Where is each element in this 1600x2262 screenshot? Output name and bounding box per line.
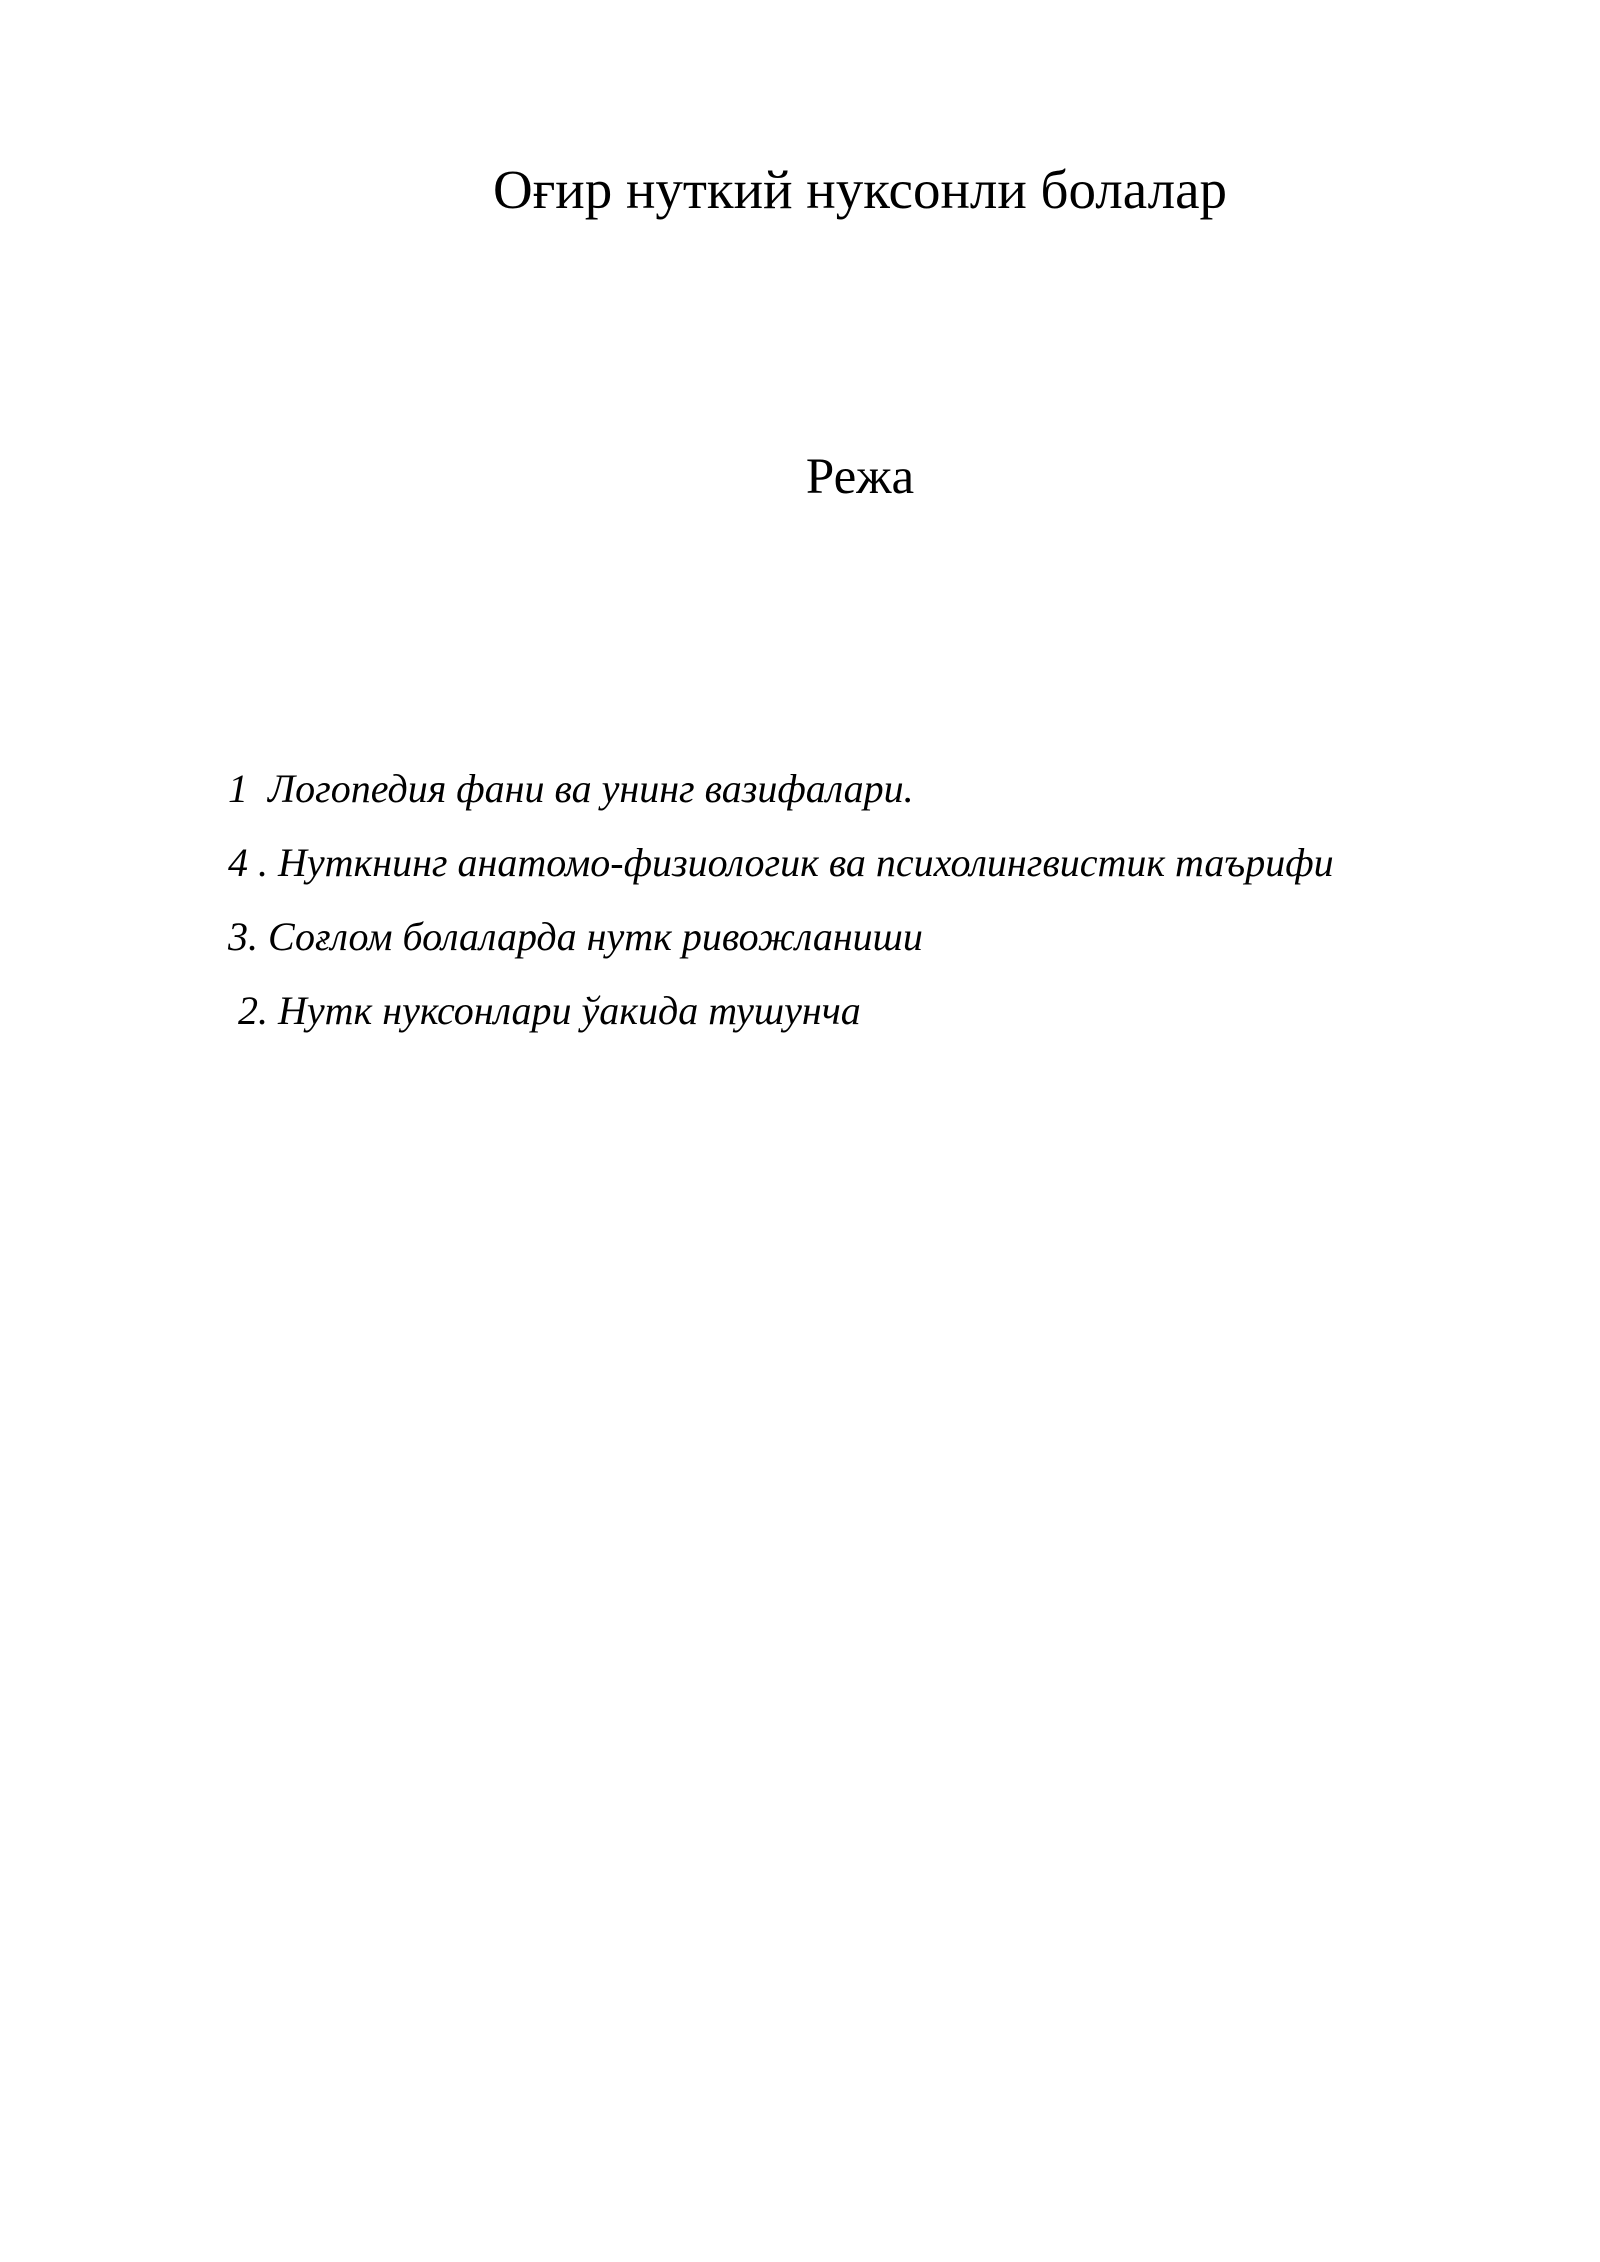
- plan-list: [228, 752, 1334, 1048]
- plan-item: 3. Соғлом болаларда нутк ривожланиши: [228, 914, 923, 959]
- plan-item: 2. Нутк нуксонлари ўакида тушунча: [228, 988, 861, 1033]
- plan-item: 1 Логопедия фани ва унинг вазифалари.: [228, 766, 914, 811]
- plan-item: 4 . Нуткнинг анатомо-физиологик ва психолингвистик таърифи: [228, 840, 1334, 885]
- plan-heading: Режа: [805, 449, 915, 505]
- document-title: Оғир нуткий нуксонли болалар: [493, 159, 1227, 220]
